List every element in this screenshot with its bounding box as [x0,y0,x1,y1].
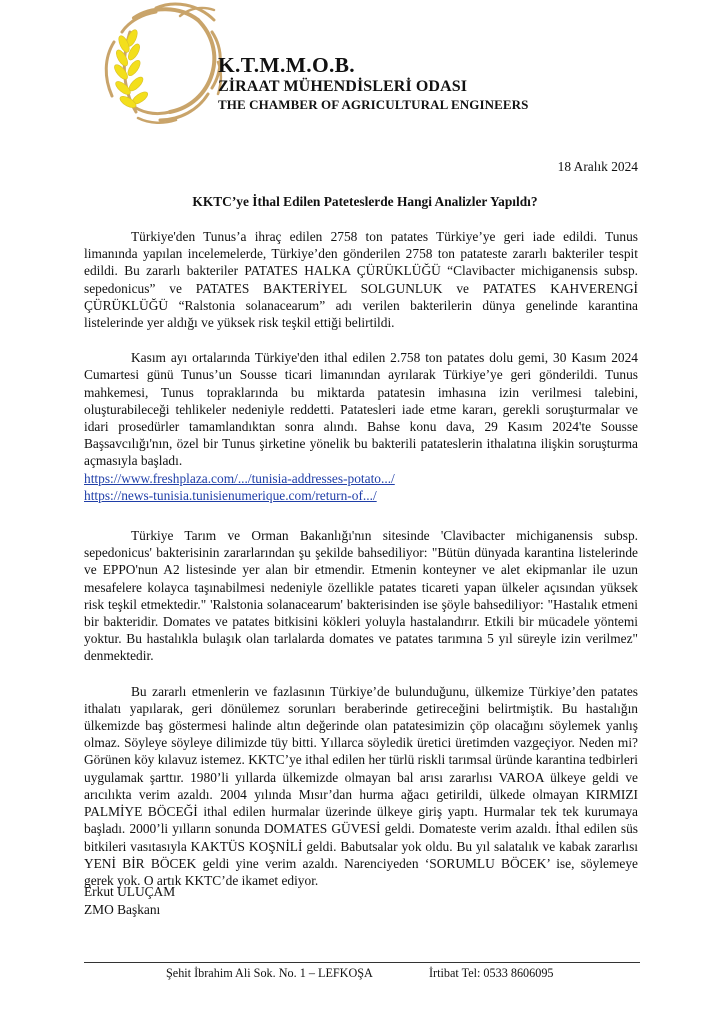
footer-contact-phone: İrtibat Tel: 0533 8606095 [429,966,554,980]
letter-body [84,228,638,907]
paragraph: Bu zararlı etmenlerin ve fazlasının Türkiye’de bulunduğunu, ülkemize Türkiye’den patates ithalatı yapılarak, geri dönülemez sorunları beraberinde getireceğini belirtmiştik. Bu hastalığın ülkemizde baş göstermesi halinde altın değerinde olan patatesimizin çöp olacağını söylemek yanlış olmaz. Söyleye söyleye dilimizde tüy bitti. Yıllarca söyledik üretici üretimden vazgeçiyor. Neden mi? Görünen köy kılavuz istemez. KKTC’ye ithal edilen her türlü riskli tarımsal üründe karantina tedbirleri uygulamak şarttır. 1980’li yıllarda ülkemizde olmayan bal arısı zararlısı VAROA ülkeye geldi ve arıcılıkta verim azaldı. 2004 yılında Mısır’dan hurma ağacı getirildi, ülkede olmayan KIRMIZI PALMİYE BÖCEĞİ ithal edilen hurmalar üzerinde ülkeye giriş yaptı. Hurmalar tek tek kurumaya başladı. 2000’li yılların sonunda DOMATES GÜVESİ geldi. Domateste verim azaldı. İthal edilen süs bitkileri vasıtasıyla KAKTÜS KOŞNİLİ geldi. Babutsalar yok oldu. Bu yıl salatalık ve kabak zararlısı YENİ BİR BÖCEK geldi yine verim azaldı. Narenciyeden ‘SORUMLU BÖCEK’ ise, söylemeye gerek yok. O artık KKTC’de ikamet ediyor. [84,683,638,888]
paragraph: Türkiye'den Tunus’a ihraç edilen 2758 ton patates Türkiye’ye geri iade edildi. Tunus limanında yapılan incelemelerde, Türkiye’den gönderilen 2758 ton patateste zararlı bakteriler tespit edildi. Bu zararlı bakteriler PATATES HALKA ÇÜRÜKLÜĞÜ “Clavibacter michiganensis subsp. sepedonicus” ve PATATES BAKTERİYEL SOLGUNLUK ve PATATES KAHVERENGİ ÇÜRÜKLÜĞÜ “Ralstonia solanacearum” adı verilen bakterilerin dünya genelinde karantina listelerinde yer aldığı ve yüksek risk teşkil ettiği belirtildi. [84,229,638,331]
signatory-name: Erkut ULUÇAM [84,884,176,899]
letter-date: 18 Aralık 2024 [557,159,638,174]
org-abbreviation: K.T.M.M.O.B. [218,53,355,77]
letter-title: KKTC’ye İthal Edilen Pateteslerde Hangi Analizler Yapıldı? [192,194,538,209]
org-name-english: THE CHAMBER OF AGRICULTURAL ENGINEERS [218,97,529,112]
source-link-freshplaza[interactable]: https://www.freshplaza.com/.../tunisia-addresses-potato.../ [84,470,395,486]
org-name-turkish: ZİRAAT MÜHENDİSLERİ ODASI [218,78,468,95]
paragraph: Kasım ayı ortalarında Türkiye'den ithal edilen 2.758 ton patates dolu gemi, 30 Kasım 2024 Cumartesi günü Tunus’un Sousse ticari limanından ayrılarak Türkiye’ye geri gönderildi. Tunus mahkemesi, Tunus topraklarında bu miktarda patatesin imhasına izin verilmesi talebini, oluşturabileceği tehlikeler nedeniyle reddetti. Patatesleri iade etme kararı, gerekli soruşturmalar ve idari prosedürler tamamlandıktan sonra alındı. Bahse konu dava, 29 Kasım 2024'te Sousse Başsavcılığı'nın, özel bir Tunus şirketine yönelik bu bakterili patateslerin ithalatına ilişkin soruşturma açmasıyla başladı. [84,350,638,469]
footer-address: Şehit İbrahim Ali Sok. No. 1 – LEFKOŞA [166,966,373,980]
source-link-tunisienumerique[interactable]: https://news-tunisia.tunisienumerique.com/return-of.../ [84,487,377,503]
source-links [84,470,638,504]
signatory-role: ZMO Başkanı [84,902,161,917]
organization-header [218,53,528,113]
wheat-sun-logo-icon [94,2,224,127]
paragraph: Türkiye Tarım ve Orman Bakanlığı'nın sitesinde 'Clavibacter michiganensis subsp. sepedonicus' bakterisinin zararlarından şu şekilde bahsediliyor: "Bütün dünyada karantina listelerinde ve EPPO'nun A2 listesinde yer alan bir etmendir. Etmenin konteyner ve alet ekipmanlar ile uzun mesafelere kolayca taşınabilmesi nedeniyle özellikle patates ticareti yapan ülkeler açısından yüksek risk teşkil etmektedir." 'Ralstonia solanacearum' bakterisinden ise şöyle bahsediliyor: "Hastalık etmeni bir bakteridir. Domates ve patates bitkisini kökleri yoluyla hastalandırır. Etkili bir mücadele yöntemi yoktur. Bu hastalıkla bulaşık olan tarlalarda domates ve patates tarımına 5 yıl süreyle izin verilmez" denmektedir. [84,528,638,664]
footer-divider [84,962,640,963]
signature-block [84,883,175,919]
